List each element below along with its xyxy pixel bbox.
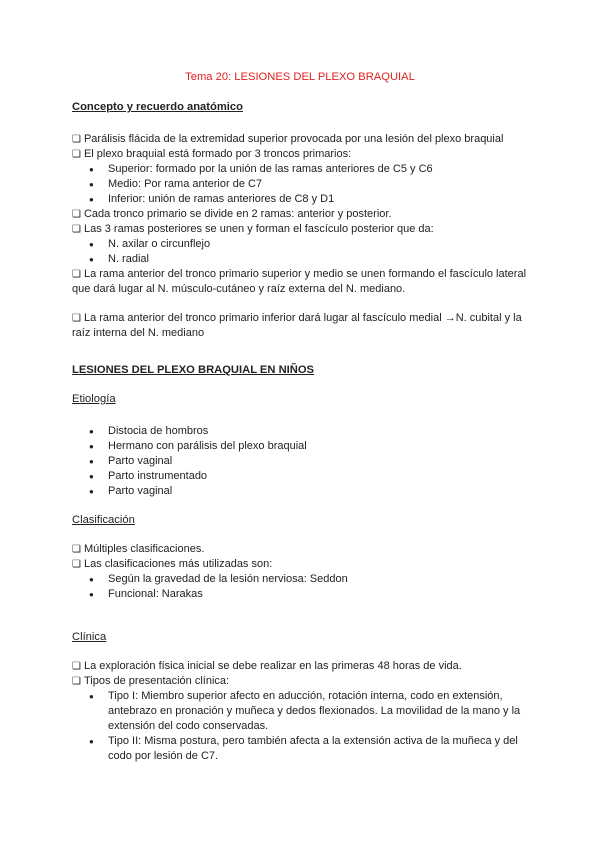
subheading-etiologia: Etiología xyxy=(72,393,116,405)
bullet-list xyxy=(72,689,532,764)
paragraph: ❏ Cada tronco primario se divide en 2 ramas: anterior y posterior. xyxy=(72,208,392,220)
bullet-list xyxy=(72,162,532,207)
checkbox-bullet-icon: ❏ xyxy=(72,134,81,145)
list-item: ● Parto instrumentado xyxy=(72,469,532,484)
checkbox-bullet-icon: ❏ xyxy=(72,559,81,570)
paragraph: ❏ El plexo braquial está formado por 3 troncos primarios: xyxy=(72,148,352,160)
checkbox-bullet-icon: ❏ xyxy=(72,544,81,555)
checkbox-bullet-icon: ❏ xyxy=(72,149,81,160)
checkbox-bullet-icon: ❏ xyxy=(72,224,81,235)
checkbox-bullet-icon: ❏ xyxy=(72,661,81,672)
list-item: ● Funcional: Narakas xyxy=(72,587,532,602)
list-item: ● N. axilar o circunflejo xyxy=(72,237,532,252)
paragraph: ❏ Parálisis flácida de la extremidad superior provocada por una lesión del plexo braquial xyxy=(72,133,504,145)
list-item: ● Distocia de hombros xyxy=(72,424,532,439)
bullet-list xyxy=(72,237,532,267)
paragraph: ❏ Las clasificaciones más utilizadas son: xyxy=(72,558,273,570)
paragraph: ❏ Las 3 ramas posteriores se unen y forman el fascículo posterior que da: xyxy=(72,223,434,235)
section-heading-lesiones: LESIONES DEL PLEXO BRAQUIAL EN NIÑOS xyxy=(72,364,315,376)
list-item: ● N. radial xyxy=(72,252,532,267)
list-item: ● Parto vaginal xyxy=(72,454,532,469)
paragraph: ❏ La exploración física inicial se debe realizar en las primeras 48 horas de vida. xyxy=(72,660,462,672)
bullet-list xyxy=(72,572,532,602)
page-title: Tema 20: LESIONES DEL PLEXO BRAQUIAL xyxy=(185,71,415,83)
list-item: ● Medio: Por rama anterior de C7 xyxy=(72,177,532,192)
list-item: ● Parto vaginal xyxy=(72,484,532,499)
list-item: ● Tipo II: Misma postura, pero también afecta a la extensión activa de la muñeca y del codo por lesión de C7. xyxy=(72,734,532,764)
paragraph: ❏ Tipos de presentación clínica: xyxy=(72,675,230,687)
section-heading-concepto: Concepto y recuerdo anatómico xyxy=(72,101,243,113)
checkbox-bullet-icon: ❏ xyxy=(72,269,81,280)
list-item: ● Superior: formado por la unión de las ramas anteriores de C5 y C6 xyxy=(72,162,532,177)
checkbox-bullet-icon: ❏ xyxy=(72,313,81,324)
subheading-clinica: Clínica xyxy=(72,631,107,643)
checkbox-bullet-icon: ❏ xyxy=(72,209,81,220)
list-item: ● Según la gravedad de la lesión nerviosa: Seddon xyxy=(72,572,532,587)
list-item: ● Tipo I: Miembro superior afecto en aducción, rotación interna, codo en extensión, antebrazo en pronación y muñeca y dedos flexionados. La movilidad de la mano y la extensión del codo conservadas. xyxy=(72,689,532,734)
subheading-clasificacion: Clasificación xyxy=(72,514,135,526)
bullet-list xyxy=(72,424,532,499)
document-body xyxy=(72,100,532,764)
paragraph: ❏ La rama anterior del tronco primario superior y medio se unen formando el fascículo lateral que dará lugar al N. músculo-cutáneo y raíz externa del N. mediano. xyxy=(72,268,527,295)
list-item: ● Hermano con parálisis del plexo braquial xyxy=(72,439,532,454)
paragraph: ❏ Múltiples clasificaciones. xyxy=(72,543,205,555)
paragraph: ❏ La rama anterior del tronco primario inferior dará lugar al fascículo medial →N. cubital y la raíz interna del N. mediano xyxy=(72,312,522,339)
checkbox-bullet-icon: ❏ xyxy=(72,676,81,687)
list-item: ● Inferior: unión de ramas anteriores de C8 y D1 xyxy=(72,192,532,207)
